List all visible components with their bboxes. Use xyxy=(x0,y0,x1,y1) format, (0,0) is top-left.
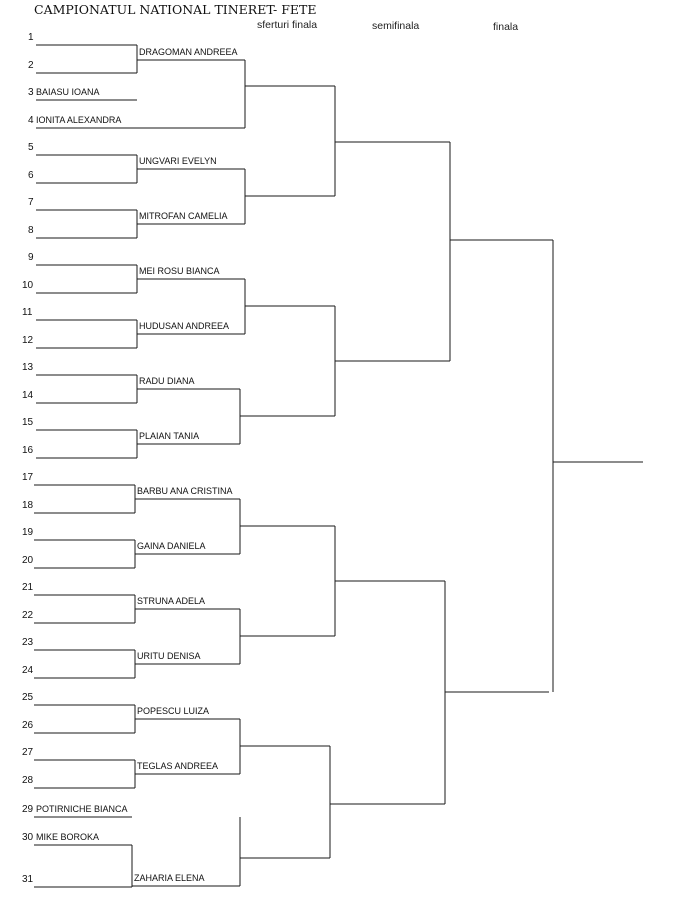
seed-number: 5 xyxy=(28,142,34,153)
seed-number: 13 xyxy=(22,362,34,373)
seed-number: 26 xyxy=(22,720,34,731)
winner-name: BARBU ANA CRISTINA xyxy=(137,486,233,496)
seed-number: 28 xyxy=(22,775,34,786)
winner-name: GAINA DANIELA xyxy=(137,541,206,551)
seed-number: 29 xyxy=(22,804,34,815)
winner-name: STRUNA ADELA xyxy=(137,596,206,606)
seed-number: 30 xyxy=(22,832,34,843)
seed-number: 8 xyxy=(28,225,34,236)
winner-name: HUDUSAN ANDREEA xyxy=(139,321,230,331)
winner-name: URITU DENISA xyxy=(137,651,201,661)
seed-number: 24 xyxy=(22,665,34,676)
seed-number: 20 xyxy=(22,555,34,566)
winner-name: PLAIAN TANIA xyxy=(139,431,200,441)
seed-number: 10 xyxy=(22,280,34,291)
bracket-lines xyxy=(34,45,643,887)
final-header: finala xyxy=(493,21,519,33)
winner-name: UNGVARI EVELYN xyxy=(139,156,217,166)
winner-name: POPESCU LUIZA xyxy=(137,706,210,716)
seed-number: 7 xyxy=(28,197,34,208)
seed-number: 1 xyxy=(28,32,34,43)
winner-name: DRAGOMAN ANDREEA xyxy=(139,47,238,57)
seed-number: 22 xyxy=(22,610,34,621)
seed-number: 2 xyxy=(28,60,34,71)
seed-number: 3 xyxy=(28,87,34,98)
player-name: IONITA ALEXANDRA xyxy=(36,115,122,125)
seed-number: 19 xyxy=(22,527,34,538)
winner-name: MITROFAN CAMELIA xyxy=(139,211,228,221)
player-name: BAIASU IOANA xyxy=(36,87,100,97)
semifinal-header: semifinala xyxy=(372,20,420,32)
seed-number: 31 xyxy=(22,874,34,885)
winner-name: RADU DIANA xyxy=(139,376,195,386)
seed-number: 6 xyxy=(28,170,34,181)
player-name: POTIRNICHE BIANCA xyxy=(36,804,128,814)
seed-number: 23 xyxy=(22,637,34,648)
seed-number: 25 xyxy=(22,692,34,703)
seed-number: 4 xyxy=(28,115,34,126)
winner-name: TEGLAS ANDREEA xyxy=(137,761,219,771)
page-title: CAMPIONATUL NATIONAL TINERET- FETE xyxy=(34,2,317,17)
seed-number: 12 xyxy=(22,335,34,346)
player-name: MIKE BOROKA xyxy=(36,832,100,842)
seed-number: 18 xyxy=(22,500,34,511)
seed-number: 27 xyxy=(22,747,34,758)
winner-name: MEI ROSU BIANCA xyxy=(139,266,220,276)
seed-number: 9 xyxy=(28,252,34,263)
seed-number: 15 xyxy=(22,417,34,428)
seed-number: 21 xyxy=(22,582,34,593)
seed-number: 14 xyxy=(22,390,34,401)
quarterfinal-header: sferturi finala xyxy=(257,19,318,31)
seed-number: 11 xyxy=(22,307,33,318)
seed-number: 17 xyxy=(22,472,34,483)
seed-number: 16 xyxy=(22,445,34,456)
winner-name: ZAHARIA ELENA xyxy=(134,873,205,883)
